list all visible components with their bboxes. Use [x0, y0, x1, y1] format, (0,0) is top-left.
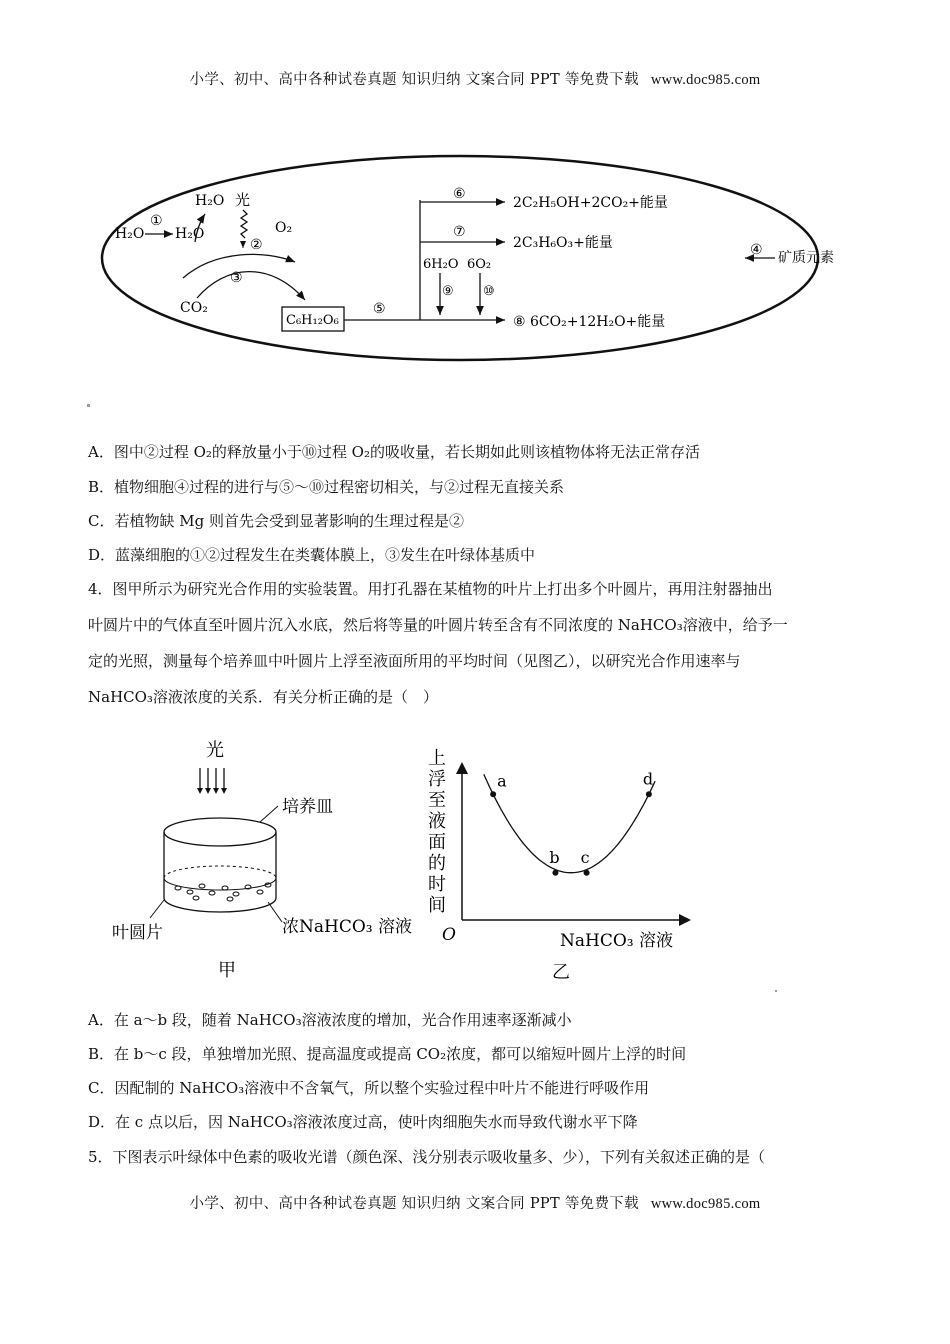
y-axis-label: [428, 748, 446, 916]
y-label-char: 间: [428, 895, 446, 916]
point-d: [646, 791, 652, 797]
page-header: [0, 68, 950, 89]
footer-site: www.doc985.com: [650, 1196, 761, 1212]
q4-option-c: C．因配制的 NaHCO₃溶液中不含氧气，所以整个实验过程中叶片不能进行呼吸作用: [88, 1079, 650, 1097]
page-footer: [0, 1192, 950, 1213]
h2o-6: 6H₂O: [423, 257, 459, 272]
apparatus-figure: [110, 730, 440, 990]
y-label-char: 时: [428, 874, 446, 895]
product-6: 2C₂H₅OH+2CO₂+能量: [513, 195, 668, 211]
y-label-char: 的: [428, 853, 446, 874]
y-label-char: 浮: [428, 769, 446, 790]
num-6: ⑥: [453, 186, 466, 202]
h2o-mid: H₂O: [175, 226, 205, 242]
product-7: 2C₃H₆O₃+能量: [513, 235, 613, 251]
dish-label: 培养皿: [282, 797, 333, 817]
glucose-label: C₆H₁₂O₆: [286, 313, 339, 328]
point-label-b: b: [549, 847, 560, 867]
stray-dot-2: [775, 990, 777, 992]
num-1: ①: [150, 213, 163, 229]
q4-option-a: A．在 a～b 段，随着 NaHCO₃溶液浓度的增加，光合作用速率逐渐减小: [88, 1011, 572, 1029]
h2o-left: H₂O: [115, 226, 145, 242]
curve-line: [484, 774, 655, 872]
q3-option-b: B．植物细胞④过程的进行与⑤～⑩过程密切相关，与②过程无直接关系: [88, 478, 565, 496]
y-label-char: 上: [428, 748, 446, 769]
q4-line-2: 叶圆片中的气体直至叶圆片沉入水底，然后将等量的叶圆片转至含有不同浓度的 NaHCO₃溶液中，给予一: [88, 616, 788, 634]
header-text: 小学、初中、高中各种试卷真题 知识归纳 文案合同 PPT 等免费下载: [189, 72, 639, 88]
footer-text: 小学、初中、高中各种试卷真题 知识归纳 文案合同 PPT 等免费下载: [189, 1196, 639, 1212]
num-10: ⑩: [483, 284, 495, 299]
h2o-top: H₂O: [195, 193, 225, 209]
caption-jia: 甲: [218, 960, 236, 981]
q3-option-d: D．蓝藻细胞的①②过程发生在类囊体膜上，③发生在叶绿体基质中: [88, 546, 536, 564]
co2-label: CO₂: [180, 300, 208, 316]
solution-label: 浓NaHCO₃ 溶液: [282, 917, 412, 937]
num-8: ⑧: [513, 314, 526, 330]
num-9: ⑨: [442, 284, 454, 299]
leaf-discs: [175, 883, 271, 901]
q4-line-1: 4．图甲所示为研究光合作用的实验装置。用打孔器在某植物的叶片上打出多个叶圆片，再用注射器抽出: [88, 580, 773, 598]
q3-option-a: A．图中②过程 O₂的释放量小于⑩过程 O₂的吸收量，若长期如此则该植物体将无法正常存活: [88, 443, 700, 461]
o2-6: 6O₂: [467, 257, 492, 272]
num-3: ③: [230, 270, 243, 286]
y-label-char: 面: [428, 832, 446, 853]
q4-stem: [88, 571, 873, 715]
point-c: [584, 870, 590, 876]
origin-label: O: [442, 925, 456, 945]
point-b: [552, 870, 558, 876]
header-site: www.doc985.com: [650, 72, 761, 88]
num-7: ⑦: [453, 224, 466, 240]
light-label: 光: [235, 191, 251, 209]
q4-line-3: 定的光照，测量每个培养皿中叶圆片上浮至液面所用的平均时间（见图乙），以研究光合作用速率与: [88, 652, 741, 670]
point-label-c: c: [580, 847, 590, 867]
apparatus-light: 光: [206, 740, 224, 761]
mineral-label: 矿质元素: [778, 250, 834, 266]
stray-dot: [87, 404, 90, 407]
x-axis-label: NaHCO₃ 溶液: [560, 931, 673, 951]
q4-option-d: D．在 c 点以后，因 NaHCO₃溶液浓度过高，使叶肉细胞失水而导致代谢水平下降: [88, 1113, 638, 1131]
y-label-char: 液: [428, 811, 446, 832]
y-label-char: 至: [428, 790, 446, 811]
product-8: 6CO₂+12H₂O+能量: [530, 314, 666, 330]
co2-arc: [197, 272, 305, 300]
point-label-a: a: [497, 771, 507, 791]
leaf-label: 叶圆片: [112, 923, 163, 943]
metabolism-diagram: [95, 150, 865, 365]
float-time-chart: [420, 740, 700, 985]
num-5: ⑤: [373, 301, 386, 317]
point-a: [490, 791, 496, 797]
num-2: ②: [250, 237, 263, 253]
q3-option-c: C．若植物缺 Mg 则首先会受到显著影响的生理过程是②: [88, 512, 464, 530]
caption-yi: 乙: [552, 962, 570, 983]
liquid-level: [164, 866, 276, 878]
num-4: ④: [750, 242, 763, 258]
o2-label: O₂: [275, 220, 293, 236]
q4-option-b: B．在 b～c 段，单独增加光照、提高温度或提高 CO₂浓度，都可以缩短叶圆片上浮的时间: [88, 1045, 687, 1063]
light-wave: [241, 210, 247, 238]
dish-top: [164, 818, 276, 846]
point-label-d: d: [642, 769, 654, 789]
q5-line-1: 5．下图表示叶绿体中色素的吸收光谱（颜色深、浅分别表示吸收量多、少），下列有关叙述正确的是（: [88, 1148, 766, 1166]
q4-line-4: NaHCO₃溶液浓度的关系．有关分析正确的是（ ）: [88, 688, 438, 706]
